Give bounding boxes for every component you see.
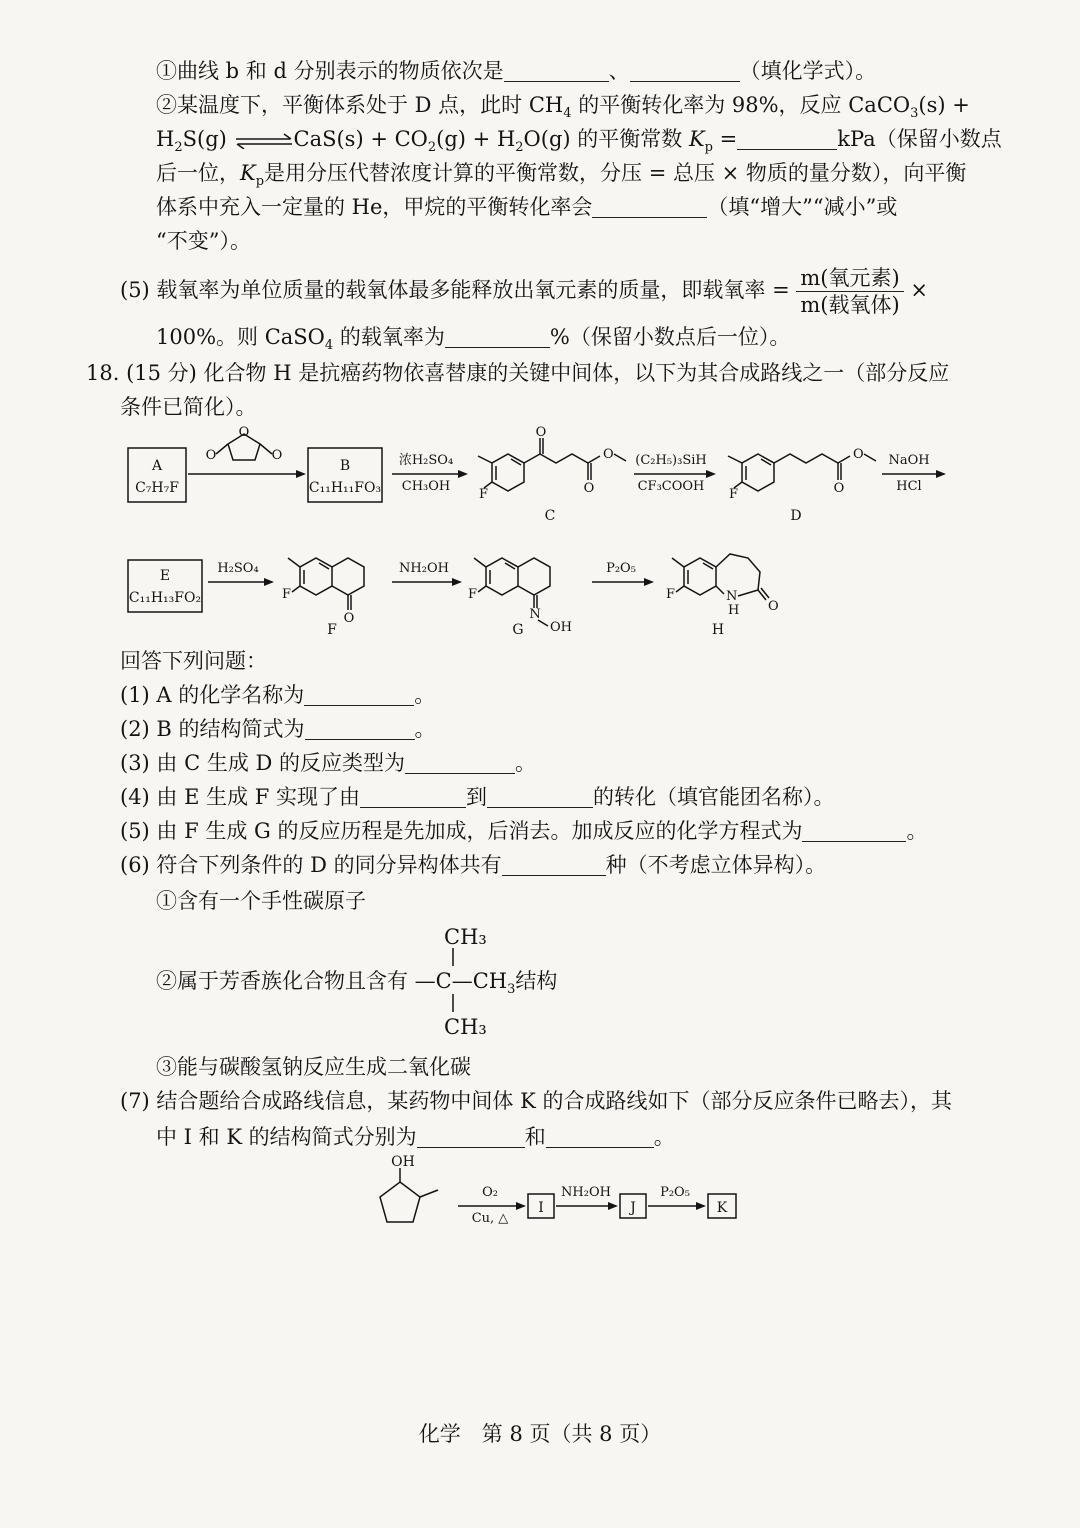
answer-blank[interactable]	[417, 1125, 525, 1148]
svg-text:NaOH: NaOH	[888, 453, 930, 468]
compound-C-label: C	[544, 508, 556, 524]
q18-1: (1) A 的化学名称为 。	[120, 683, 436, 707]
svg-text:H₂SO₄: H₂SO₄	[217, 561, 259, 576]
compound-A-formula: C₇H₇F	[135, 480, 179, 496]
q18-6-condition-3: ③能与碳酸氢钠反应生成二氧化碳	[156, 1055, 471, 1079]
svg-text:NH₂OH: NH₂OH	[561, 1185, 611, 1200]
q18-2: (2) B 的结构简式为 。	[120, 717, 436, 741]
compound-B-label: B	[339, 458, 351, 474]
compound-D-structure	[728, 447, 876, 502]
q18-7-route	[370, 1152, 750, 1242]
q17-4-2-line4: 体系中充入一定量的 He，甲烷的平衡转化率会 （填“增大”“减小”或	[156, 195, 898, 219]
svg-text:NH₂OH: NH₂OH	[399, 561, 449, 576]
compound-F-label: F	[327, 622, 337, 638]
svg-text:OH: OH	[550, 620, 572, 635]
answer-blank[interactable]	[630, 59, 740, 82]
bond-line-bottom	[450, 994, 460, 1012]
ch3-top: CH₃	[444, 925, 487, 949]
svg-text:O: O	[768, 599, 779, 614]
bond-line-top	[450, 948, 460, 966]
svg-text:F: F	[666, 587, 676, 602]
svg-text:O: O	[343, 611, 355, 626]
svg-text:O: O	[271, 448, 283, 463]
svg-text:浓H₂SO₄: 浓H₂SO₄	[398, 453, 454, 468]
answer-blank[interactable]	[737, 127, 837, 150]
svg-text:CH₃OH: CH₃OH	[401, 479, 451, 494]
svg-text:P₂O₅: P₂O₅	[606, 561, 636, 576]
compound-K-label: K	[716, 1200, 728, 1216]
svg-text:(C₂H₅)₃SiH: (C₂H₅)₃SiH	[635, 453, 707, 468]
svg-text:O: O	[238, 426, 250, 440]
oxygen-rate-fraction: $\frac{\text{m(氧元素)}}{\text{m(载氧体)}}$	[796, 265, 903, 318]
q17-5-line1: (5) 载氧率为单位质量的载氧体最多能释放出氧元素的质量，即载氧率 = $\frac{\text{m(氧元素)}}{\text{m(载氧体)}}$ ×	[120, 266, 928, 317]
svg-text:Cu, △: Cu, △	[471, 1211, 509, 1226]
compound-H-structure	[666, 554, 779, 618]
svg-text:F: F	[729, 487, 739, 502]
q18-7-line1: (7) 结合题给合成路线信息，某药物中间体 K 的合成路线如下（部分反应条件已略去），其	[120, 1089, 952, 1113]
q18-5: (5) 由 F 生成 G 的反应历程是先加成，后消去。加成反应的化学方程式为 。	[120, 819, 928, 843]
svg-text:O: O	[853, 447, 864, 462]
compound-H-label: H	[711, 622, 725, 638]
answer-blank[interactable]	[445, 325, 550, 348]
svg-text:O: O	[833, 481, 845, 496]
answer-blank[interactable]	[802, 819, 906, 842]
compound-E-label: E	[159, 568, 171, 584]
compound-E-formula: C₁₁H₁₃FO₂	[128, 590, 202, 606]
svg-text:O: O	[205, 448, 217, 463]
synthesis-scheme-row1	[110, 426, 960, 536]
q18-heading: 18. (15 分) 化合物 H 是抗癌药物依喜替康的关键中间体，以下为其合成路线之一（部分反应	[86, 361, 950, 385]
svg-text:O: O	[535, 426, 547, 440]
answer-blank[interactable]	[405, 751, 515, 774]
q18-4: (4) 由 E 生成 F 实现了由 到 的转化（填官能团名称）。	[120, 785, 835, 809]
answer-blank[interactable]	[504, 59, 609, 82]
succinic-anhydride-structure	[206, 426, 283, 463]
answer-blank[interactable]	[592, 195, 707, 218]
answer-blank[interactable]	[502, 853, 606, 876]
compound-D-label: D	[790, 508, 802, 524]
svg-text:CF₃COOH: CF₃COOH	[637, 479, 705, 494]
q18-6-condition-1: ①含有一个手性碳原子	[156, 889, 366, 913]
compound-I-label: I	[538, 1200, 544, 1216]
svg-text:OH: OH	[391, 1154, 415, 1170]
svg-text:F: F	[468, 587, 478, 602]
svg-text:HCl: HCl	[896, 479, 922, 494]
svg-text:O₂: O₂	[482, 1185, 498, 1200]
q18-3: (3) 由 C 生成 D 的反应类型为 。	[120, 751, 537, 775]
svg-text:N: N	[726, 589, 738, 604]
svg-text:O: O	[603, 447, 614, 462]
2-methylcyclopentanol-structure	[380, 1154, 438, 1222]
q18-6-condition-2: ②属于芳香族化合物且含有 $—C—CH_3$结构	[156, 969, 558, 997]
page-footer: 化学 第 8 页（共 8 页）	[418, 1422, 662, 1446]
svg-text:O: O	[583, 481, 595, 496]
q17-4-2-line5: “不变”）。	[156, 229, 251, 253]
q17-4-2-line1: ②某温度下，平衡体系处于 D 点，此时 $CH_4$ 的平衡转化率为 98%，反应 CaCO$_3$(s) +	[156, 93, 970, 121]
svg-text:P₂O₅: P₂O₅	[660, 1185, 690, 1200]
answer-blank[interactable]	[360, 785, 466, 808]
compound-A-label: A	[151, 458, 163, 474]
compound-F-structure	[282, 558, 364, 626]
answer-blank[interactable]	[546, 1125, 654, 1148]
equilibrium-arrow-icon	[234, 133, 294, 149]
q17-5-line2: 100%。则 CaSO$_4$ 的载氧率为 %（保留小数点后一位）。	[156, 325, 791, 353]
q17-4-2-line2: $H_2S(g) CaS(s) + CO_2(g) + H_2O(g)$ 的平衡常数 $K_p = kPa$（保留小数点	[156, 127, 1002, 155]
q18-7-line2: 中 I 和 K 的结构简式分别为 和 。	[156, 1125, 675, 1149]
ch3-bottom: CH₃	[444, 1015, 487, 1039]
q18-6: (6) 符合下列条件的 D 的同分异构体共有 种（不考虑立体异构）。	[120, 853, 827, 877]
synthesis-scheme-row2	[110, 538, 850, 646]
compound-G-label: G	[512, 622, 524, 638]
svg-text:F: F	[282, 587, 292, 602]
compound-J-label: J	[630, 1200, 636, 1216]
q17-4-1-line: ①曲线 b 和 d 分别表示的物质依次是 、 （填化学式）。	[156, 59, 877, 83]
svg-text:H: H	[728, 603, 740, 618]
answer-intro: 回答下列问题：	[120, 649, 267, 673]
answer-blank[interactable]	[304, 683, 414, 706]
q17-4-2-line3: 后一位，$K_p$是用分压代替浓度计算的平衡常数，分压 = 总压 × 物质的量分数），向平衡	[156, 161, 967, 189]
answer-blank[interactable]	[487, 785, 593, 808]
answer-blank[interactable]	[305, 717, 415, 740]
compound-B-formula: C₁₁H₁₁FO₃	[308, 480, 382, 496]
svg-text:F: F	[479, 487, 489, 502]
compound-C-structure	[478, 426, 626, 502]
svg-text:N: N	[529, 607, 541, 622]
q18-heading-2: 条件已简化）。	[120, 395, 257, 419]
